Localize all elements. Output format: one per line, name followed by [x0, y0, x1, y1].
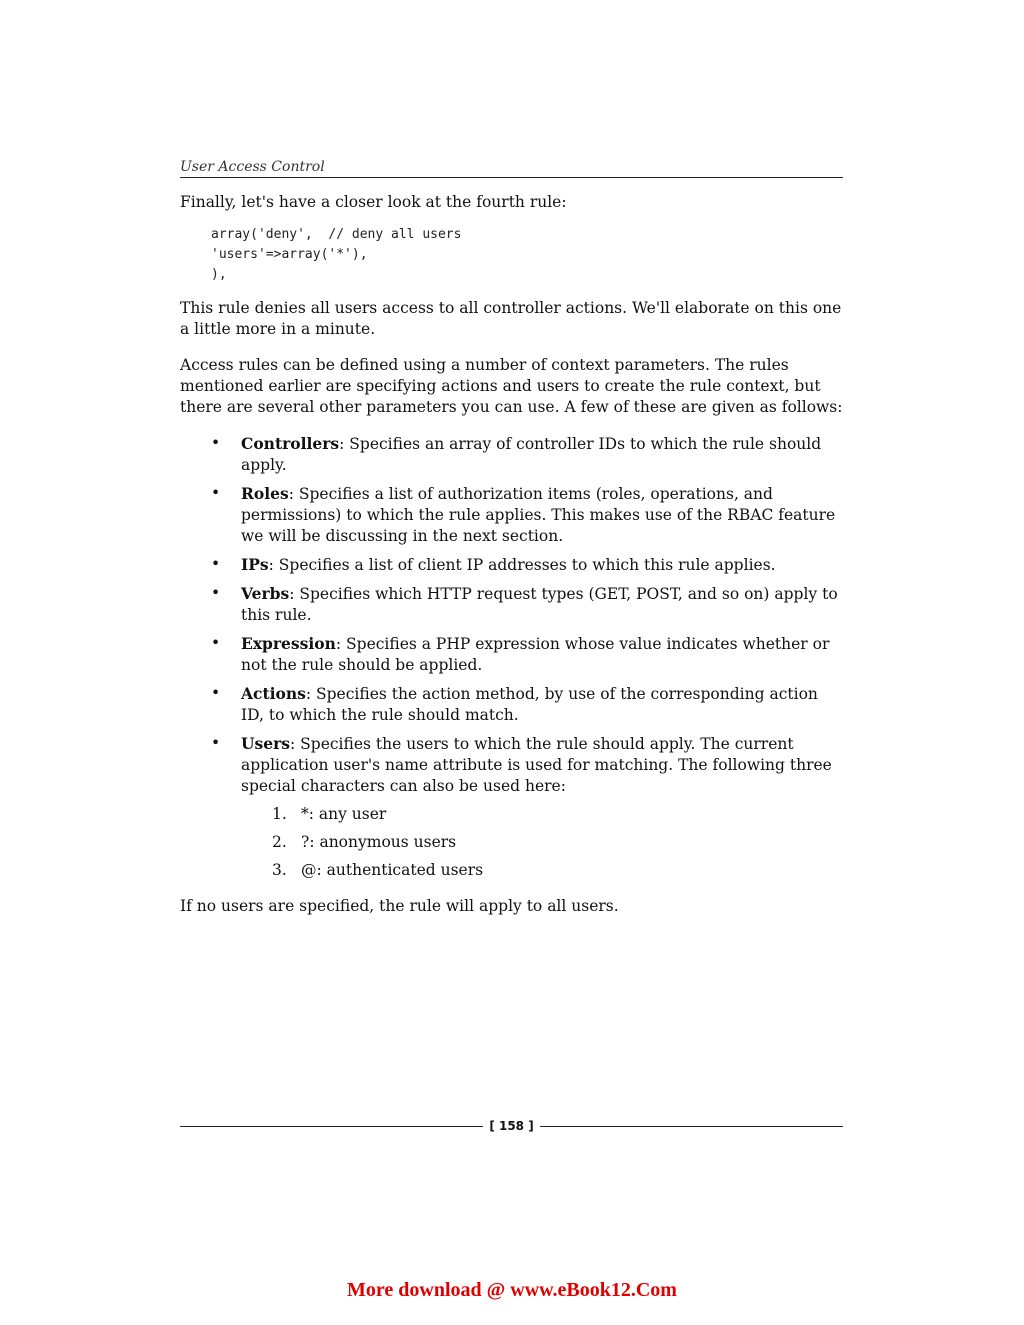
code-line: 'users'=>array('*'), — [211, 247, 368, 262]
special-character: ? — [301, 833, 310, 851]
bullet-icon: • — [211, 484, 221, 502]
download-watermark: More download @ www.eBook12.Com — [347, 1279, 677, 1301]
bullet-icon: • — [211, 684, 221, 702]
list-item — [241, 804, 845, 825]
bullet-icon: • — [211, 734, 221, 752]
parameter-list — [180, 433, 845, 881]
list-item — [241, 860, 845, 881]
item-number: 3. — [272, 861, 287, 879]
item-number: 1. — [272, 805, 287, 823]
list-item — [180, 633, 845, 676]
parameter-term: IPs — [241, 555, 269, 574]
bullet-icon: • — [211, 555, 221, 573]
bullet-icon: • — [211, 584, 221, 602]
page-number: [ 158 ] — [489, 1119, 534, 1133]
list-item — [180, 554, 845, 576]
intro-paragraph: Finally, let's have a closer look at the fourth rule: — [180, 193, 567, 211]
special-character-description: : any user — [308, 805, 387, 823]
list-item — [180, 733, 845, 881]
item-number: 2. — [272, 833, 287, 851]
running-header: User Access Control — [180, 159, 843, 178]
footer-rule-right — [540, 1126, 843, 1127]
parameter-term: Users — [241, 734, 290, 753]
body-paragraph: This rule denies all users access to all controller actions. We'll elaborate on this one a little more in a minute. — [180, 299, 842, 338]
page-footer — [180, 1116, 843, 1136]
special-character: @ — [301, 861, 317, 879]
special-character: * — [301, 805, 309, 823]
parameter-term: Controllers — [241, 434, 340, 453]
page-body — [180, 192, 845, 917]
parameter-term: Actions — [241, 684, 306, 703]
special-character-description: : authenticated users — [316, 861, 484, 879]
parameter-description: : Specifies a PHP expression whose value indicates whether or not the rule should be applied. — [241, 635, 830, 674]
special-characters-list — [241, 804, 845, 881]
code-block — [211, 225, 845, 285]
bullet-icon: • — [211, 434, 221, 452]
list-item — [180, 483, 845, 547]
body-paragraph: Access rules can be defined using a number of context parameters. The rules mentioned earlier are specifying actions and users to create the rule context, but there are several other parameters you can use. A few of these are given as follows: — [180, 356, 843, 416]
parameter-term: Expression — [241, 634, 336, 653]
parameter-description: : Specifies the action method, by use of the corresponding action ID, to which the rule should match. — [241, 685, 818, 724]
parameter-description: : Specifies which HTTP request types (GET, POST, and so on) apply to this rule. — [241, 585, 838, 624]
list-item — [180, 583, 845, 626]
parameter-description: : Specifies a list of client IP addresses to which this rule applies. — [268, 556, 776, 574]
parameter-term: Roles — [241, 484, 289, 503]
code-line: array('deny', // deny all users — [211, 227, 462, 242]
bullet-icon: • — [211, 634, 221, 652]
list-item — [180, 683, 845, 726]
code-line: ), — [211, 267, 227, 282]
parameter-description: : Specifies the users to which the rule should apply. The current application user's name attribute is used for matching. The following three special characters can also be used here: — [241, 735, 832, 795]
parameter-description: : Specifies a list of authorization items (roles, operations, and permissions) to which the rule applies. This makes use of the RBAC feature we will be discussing in the next section. — [241, 485, 836, 545]
closing-paragraph: If no users are specified, the rule will apply to all users. — [180, 897, 619, 915]
list-item — [180, 433, 845, 476]
parameter-term: Verbs — [241, 584, 290, 603]
special-character-description: : anonymous users — [309, 833, 457, 851]
parameter-description: : Specifies an array of controller IDs to which the rule should apply. — [241, 435, 822, 474]
footer-rule-left — [180, 1126, 483, 1127]
list-item — [241, 832, 845, 853]
